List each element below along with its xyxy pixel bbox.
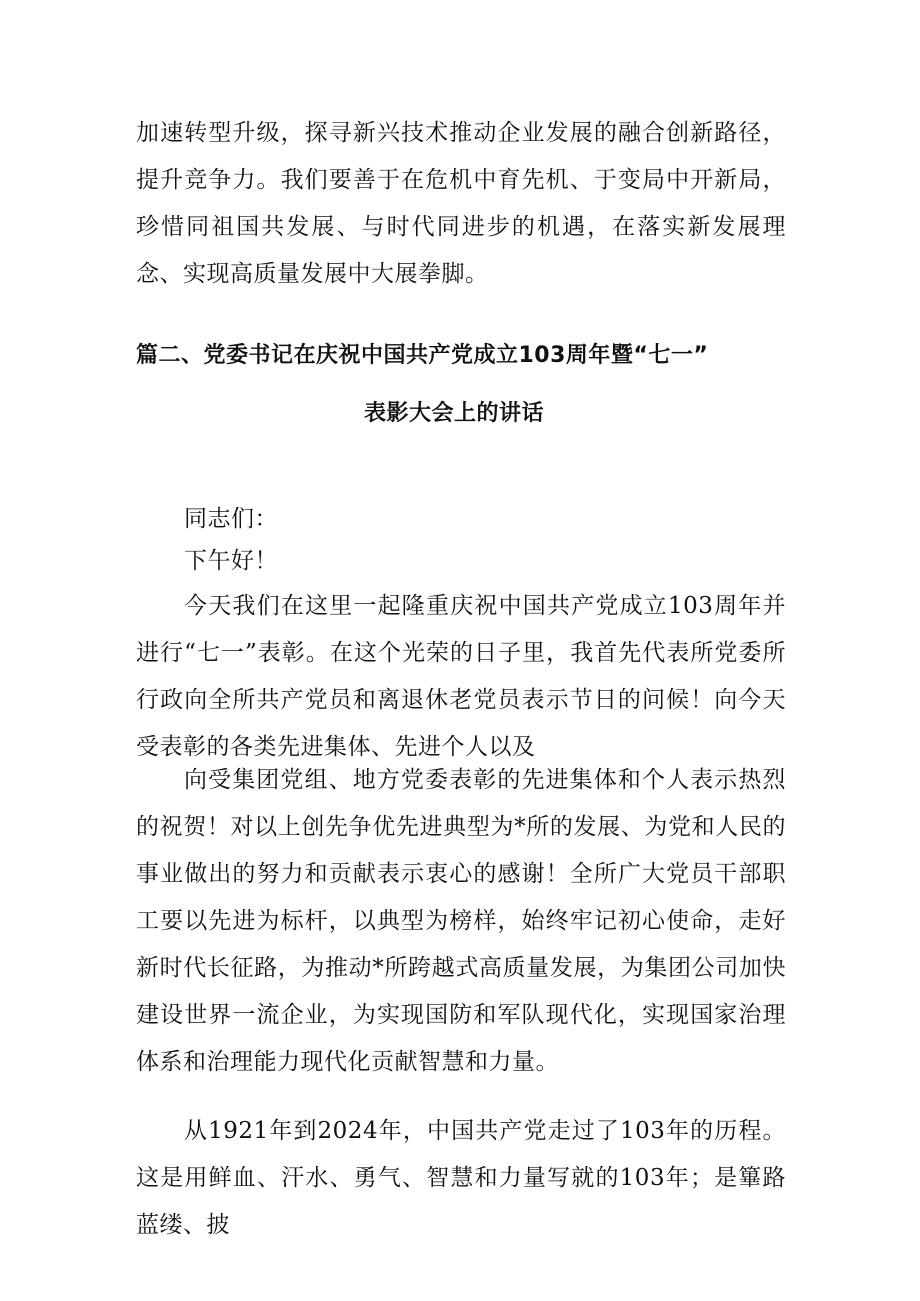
speech-paragraph-1: 今天我们在这里一起隆重庆祝中国共产党成立103周年并进行“七一”表彰。在这个光荣的日子里，我首先代表所党委所行政向全所共产党员和离退休老党员表示节日的问候！向今天受表彰的各类先进集体、先进个人以及 [136,593,786,760]
continuation-paragraph: 加速转型升级，探寻新兴技术推动企业发展的融合创新路径，提升竞争力。我们要善于在危机中育先机、于变局中开新局，珍惜同祖国共发展、与时代同进步的机遇，在落实新发展理念、实现高质量发展中大展拳脚。 [136,120,786,287]
speech-paragraph-3: 从1921年到2024年，中国共产党走过了103年的历程。这是用鲜血、汗水、勇气、智慧和力量写就的103年；是篳路蓝缕、披 [136,1118,786,1238]
section-title-line-2: 表影大会上的讲话 [364,401,545,426]
salutation: 同志们： [184,506,278,532]
greeting: 下午好！ [184,548,278,574]
section-title-line-1: 篇二、党委书记在庆祝中国共产党成立103周年暨“七一” [136,343,709,368]
speech-paragraph-2: 向受集团党组、地方党委表彰的先进集体和个人表示热烈的祝贺！对以上创先争优先进典型为*所的发展、为党和人民的事业做出的努力和贡献表示衷心的感谢！全所广大党员干部职工要以先进为标杆，以典型为榜样，始终牢记初心使命，走好新时代长征路，为推动*所跨越式高质量发展，为集团公司加快建设世界一流企业，为实现国防和军队现代化，实现国家治理体系和治理能力现代化贡献智慧和力量。 [136,767,786,1075]
